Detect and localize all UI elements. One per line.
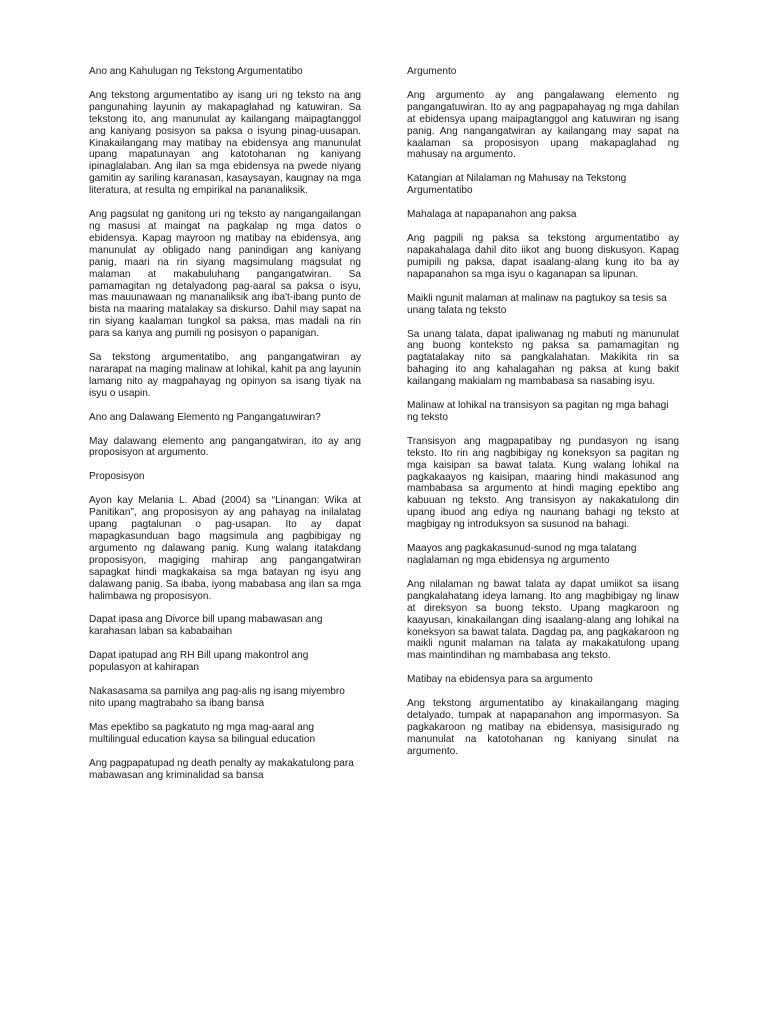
subheading-tesis: Maikli ngunit malaman at malinaw na pagtukoy sa tesis sa unang talata ng teksto — [407, 292, 667, 316]
heading-argumento: Argumento — [407, 66, 457, 77]
paragraph: Sa unang talata, dapat ipaliwanag ng mabuti ng manunulat ang buong konteksto ng paksa sa pamamagitan ng pagtatalakay nito sa pangkalahatan. Makikita rin sa bahaging ito ang kahalagahan ng paksa at kung bakit kailangang makialam ng mambabasa sa nasabing isyu. — [407, 328, 679, 388]
paragraph: Ang tekstong argumentatibo ay isang uri ng teksto na ang pangunahing layunin ay makapaglahad ng katuwiran. Sa tekstong ito, ang manunulat ay kailangang maipagtanggol ang kaniyang posisyon sa paksa o isyung pinag-uusapan. Kinakailangang may matibay na ebidensya ang manunulat upang mapatunayan ang katotohanan ng kaniyang ipinaglalaban. Ang ilan sa mga ebidensya na pwede niyang gamitin ay sariling karanasan, kasaysayan, kaugnay na mga literatura, at resulta ng empirikal na pananaliksik. — [89, 89, 361, 197]
proposition-example: Ang pagpapatupad ng death penalty ay makakatulong para mabawasan ang kriminalidad sa bansa — [89, 757, 354, 781]
proposition-example: Dapat ipatupad ang RH Bill upang makontrol ang populasyon at kahirapan — [89, 650, 309, 674]
proposition-example: Mas epektibo sa pagkatuto ng mga mag-aaral ang multilingual education kaysa sa bilingual education — [89, 721, 316, 745]
paragraph: Sa tekstong argumentatibo, ang pangangatwiran ay nararapat na maging malinaw at lohikal, kahit pa ang layunin lamang nito ay magpahayag ng opinyon sa isang tiyak na isyu o usapin. — [89, 352, 361, 399]
paragraph: Ang pagsulat ng ganitong uri ng teksto ay nangangailangan ng masusi at maingat na pagkalap ng mga datos o ebidensya. Kapag mayroon ng matibay na ebidensya, ang manunulat ay obligado nang panindigan ang kaniyang panig, maari na rin siyang magsimulang magsulat ng malaman at makabuluhang pangangatwiran. Sa pamamagitan ng detalyadong pag-aaral sa paksa o isyu, mas mauunawaan ng mananaliksik ang iba't-ibang punto de bista na maaring matalakay sa diskurso. Dahil may sapat na rin siyang kaalaman tungkol sa paksa, mas madali na rin para sa kanya ang pumili ng posisyon o papanigan. — [89, 209, 361, 340]
paragraph: May dalawang elemento ang pangangatwiran, ito ay ang proposisyon at argumento. — [89, 435, 361, 459]
left-column — [89, 66, 361, 794]
subheading-paksa: Mahalaga at napapanahon ang paksa — [407, 209, 577, 221]
proposition-example: Dapat ipasa ang Divorce bill upang mabawasan ang karahasan laban sa kababaihan — [89, 614, 323, 638]
heading-katangian: Katangian at Nilalaman ng Mahusay na Tekstong Argumentatibo — [407, 173, 627, 197]
paragraph: Ang tekstong argumentatibo ay kinakailangang maging detalyado, tumpak at napapanahon ang impormasyon. Sa pagkakaroon ng matibay na ebidensya, masisigurado ng manunulat na katotohanan ng kaniyang sinulat na argumento. — [407, 698, 679, 757]
paragraph: Transisyon ang magpapatibay ng pundasyon ng isang teksto. Ito rin ang nagbibigay ng koneksyon sa pagitan ng mga kaisipan sa bawat talata. Kung walang lohikal na pagkakaayos ng kaisipan, maaring hindi makasunod ang mambabasa sa argumento at hindi maging epektibo ang kabuuan ng teksto. Ang transisyon ay nakakatulong din upang ibuod ang ediya ng naunang bahagi ng teksto at magbigay ng introduksyon sa susunod na bahagi. — [407, 435, 679, 531]
subheading-transisyon: Malinaw at lohikal na transisyon sa pagitan ng mga bahagi ng teksto — [407, 400, 669, 423]
paragraph: Ayon kay Melania L. Abad (2004) sa “Linangan: Wika at Panitikan”, ang proposisyon ay ang pahayag na inilalatag upang pagtalunan o pag-usapan. Ito ay dapat mapagkasunduan bago magsimula ang pagbibigay ng argumento ng dalawang panig. Kung walang itatakdang proposisyon, magiging mahirap ang pangangatwiran sapagkat hindi magkakaisa sa mga batayan ng isyu ang dalawang panig. Sa ibaba, iyong mababasa ang ilan sa mga halimbawa ng proposisyon. — [89, 495, 361, 602]
subheading-ebidensya: Matibay na ebidensya para sa argumento — [407, 674, 593, 686]
subheading-pagkakasunud-sunod: Maayos ang pagkakasunud-sunod ng mga talatang naglalaman ng mga ebidensya ng argumento — [407, 543, 637, 566]
heading-proposisyon: Proposisyon — [89, 471, 145, 483]
proposition-example: Nakasasama sa pamilya ang pag-alis ng isang miyembro nito upang magtrabaho sa ibang bansa — [89, 686, 345, 709]
paragraph: Ang pagpili ng paksa sa tekstong argumentatibo ay napakahalaga dahil dito iikot ang buong diskusyon. Kapag pumipili ng paksa, dapat isaalang-alang kung ito ba ay napapanahon sa mga isyu o kaganapan sa lipunan. — [407, 233, 679, 280]
heading-dalawang-elemento: Ano ang Dalawang Elemento ng Pangangatuwiran? — [89, 411, 321, 423]
right-column — [407, 66, 679, 770]
heading-kahulugan: Ano ang Kahulugan ng Tekstong Argumentatibo — [89, 66, 303, 77]
paragraph: Ang nilalaman ng bawat talata ay dapat umiikot sa iisang pangkalahatang ideya lamang. Ito ang magbibigay ng linaw at direksyon sa buong teksto. Upang magkaroon ng kaayusan, kinakailangan ding isaalang-alang ang lohikal na koneksyon sa bawat talata. Dagdag pa, ang pagkakaroon ng maikli ngunit malaman na talata ay makakatulong upang mas maintindihan ng mambabasa ang teksto. — [407, 578, 679, 662]
paragraph: Ang argumento ay ang pangalawang elemento ng pangangatuwiran. Ito ay ang pagpapahayag ng mga dahilan at ebidensya upang maipagtanggol ang katuwiran ng isang panig. Ang nangangatwiran ay kailangang may sapat na kaalaman sa proposisyon upang makapaglahad ng mahusay na argumento. — [407, 89, 679, 161]
